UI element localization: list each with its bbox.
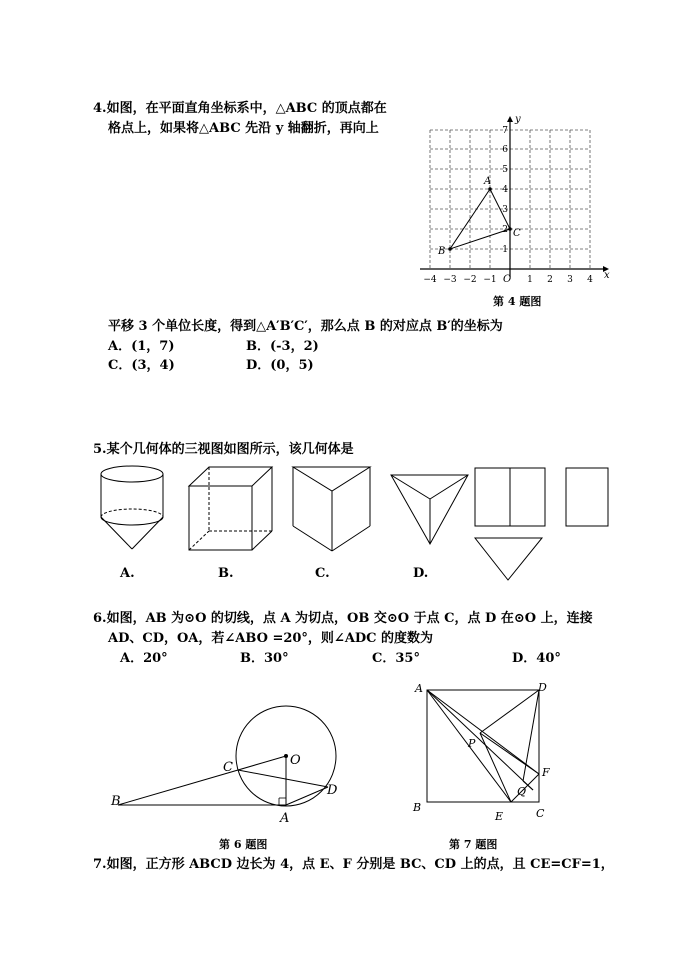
q4-y-tick: 3 (502, 205, 508, 215)
q6-text-line2: AD、CD，OA，若∠ABO =20°，则∠ADC 的度数为 (108, 631, 434, 646)
q4-x-tick: −1 (483, 275, 497, 285)
q6-circle-tangent-figure (100, 670, 360, 830)
q4-option-d: D．(0，5) (246, 358, 314, 373)
q6-point-o-label: O (290, 753, 301, 768)
q4-text-line1: 4.如图，在平面直角坐标系中，△ABC 的顶点都在 (93, 101, 387, 116)
q4-x-axis-label: x (604, 270, 610, 281)
q5-three-view-drawing (474, 467, 614, 585)
q6-point-d-label: D (327, 783, 338, 798)
q4-x-tick: 2 (547, 275, 553, 285)
q4-y-tick: 7 (502, 126, 508, 136)
q4-figure-caption: 第 4 题图 (493, 295, 542, 308)
q4-point-c-label: C (513, 228, 521, 239)
q7-point-a-label: A (415, 682, 423, 695)
q4-option-a: A．(1，7) (108, 339, 175, 354)
q7-point-d-label: D (538, 681, 547, 694)
q5-text-line1: 5.某个几何体的三视图如图所示，该几何体是 (93, 442, 354, 457)
q4-text-line2: 格点上，如果将△ABC 先沿 y 轴翻折，再向上 (108, 121, 379, 136)
q4-y-tick: 6 (502, 145, 508, 155)
q4-y-tick: 1 (502, 245, 508, 255)
q4-text-line3: 平移 3 个单位长度，得到△A′B′C′，那么点 B 的对应点 B′的坐标为 (108, 319, 503, 334)
q7-text-line1: 7.如图，正方形 ABCD 边长为 4，点 E、F 分别是 BC、CD 上的点，且 CE=CF=1， (93, 857, 614, 872)
q4-point-b-label: B (438, 246, 446, 257)
q6-point-b-label: B (111, 794, 121, 809)
q6-point-a-label: A (280, 811, 290, 826)
q6-figure-caption: 第 6 题图 (219, 838, 268, 851)
q4-y-tick: 4 (502, 185, 508, 195)
q5-option-a-figure (100, 462, 170, 558)
q6-option-c: C．35° (372, 651, 420, 666)
q4-y-tick: 2 (502, 225, 508, 235)
q4-x-tick: −3 (443, 275, 457, 285)
q4-option-c: C．(3，4) (108, 358, 175, 373)
q4-x-tick: 4 (587, 275, 593, 285)
q7-point-f-label: F (542, 766, 550, 779)
q7-point-q-label: Q (517, 785, 527, 798)
q6-option-a: A．20° (120, 651, 168, 666)
q7-point-b-label: B (413, 801, 422, 814)
q7-point-p-label: P (468, 737, 476, 750)
q5-option-d-label: D. (413, 566, 429, 581)
q4-point-a-label: A (484, 176, 492, 187)
q6-text-line1: 6.如图，AB 为⊙O 的切线，点 A 为切点，OB 交⊙O 于点 C，点 D 在⊙O 上，连接 (93, 611, 593, 626)
q6-option-b: B．30° (240, 651, 289, 666)
q4-y-axis-label: y (515, 114, 521, 125)
q5-option-c-figure (292, 466, 372, 554)
q4-y-tick: 5 (502, 165, 508, 175)
q7-square-figure (405, 678, 565, 828)
q5-option-b-label: B. (218, 566, 234, 581)
q6-point-c-label: C (223, 760, 233, 775)
q7-point-e-label: E (495, 810, 504, 823)
q4-origin-label: O (503, 274, 512, 285)
q6-option-d: D．40° (512, 651, 561, 666)
q7-figure-caption: 第 7 题图 (449, 838, 498, 851)
q4-x-tick: 3 (567, 275, 573, 285)
q5-option-b-figure (188, 466, 278, 556)
q5-option-a-label: A. (120, 566, 135, 581)
q4-x-tick: −2 (463, 275, 477, 285)
q5-option-d-figure (390, 474, 470, 546)
q7-point-c-label: C (536, 807, 545, 820)
q4-x-tick: 1 (527, 275, 533, 285)
q4-option-b: B．(-3，2) (246, 339, 319, 354)
q4-x-tick: −4 (423, 275, 437, 285)
q5-option-c-label: C. (315, 566, 330, 581)
q4-coordinate-graph (405, 112, 615, 287)
